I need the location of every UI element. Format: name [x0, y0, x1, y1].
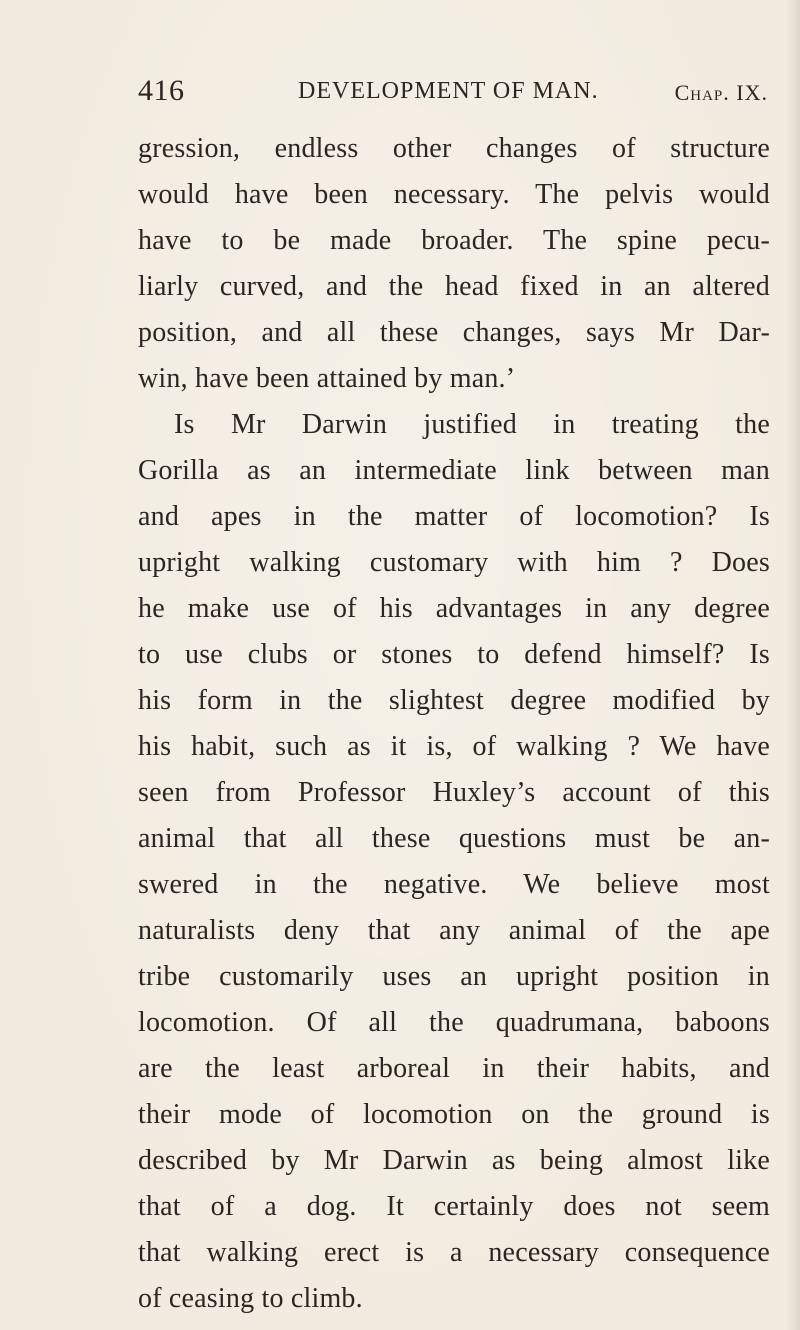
text-line: seen from Professor Huxley’s account of this: [138, 777, 770, 808]
text-line: position, and all these changes, says Mr Dar-: [138, 317, 770, 348]
text-line: upright walking customary with him ? Does: [138, 547, 770, 578]
text-line: Gorilla as an intermediate link between man: [138, 455, 770, 486]
text-line: described by Mr Darwin as being almost like: [138, 1145, 770, 1176]
paragraph-start-line: Is Mr Darwin justified in treating the: [174, 409, 770, 440]
text-line: their mode of locomotion on the ground is: [138, 1099, 770, 1130]
text-line: animal that all these questions must be an-: [138, 823, 770, 854]
text-line: swered in the negative. We believe most: [138, 869, 770, 900]
text-line: tribe customarily uses an upright position in: [138, 961, 770, 992]
text-line: have to be made broader. The spine pecu-: [138, 225, 770, 256]
text-line: his habit, such as it is, of walking ? We have: [138, 731, 770, 762]
text-line: he make use of his advantages in any degree: [138, 593, 770, 624]
text-line: would have been necessary. The pelvis would: [138, 179, 770, 210]
text-line: locomotion. Of all the quadrumana, baboons: [138, 1007, 770, 1038]
text-line: that of a dog. It certainly does not seem: [138, 1191, 770, 1222]
text-line: to use clubs or stones to defend himself? Is: [138, 639, 770, 670]
body-text: [138, 126, 770, 1322]
text-line: liarly curved, and the head fixed in an altered: [138, 271, 770, 302]
page-number: 416: [138, 74, 185, 107]
text-line: are the least arboreal in their habits, and: [138, 1053, 770, 1084]
text-line: win, have been attained by man.’: [138, 363, 516, 394]
text-line: that walking erect is a necessary consequence: [138, 1237, 770, 1268]
page-edge-shadow: [786, 0, 800, 1330]
text-line: his form in the slightest degree modified by: [138, 685, 770, 716]
running-title: DEVELOPMENT OF MAN.: [298, 78, 599, 104]
text-line: and apes in the matter of locomotion? Is: [138, 501, 770, 532]
chapter-label: Chap. IX.: [674, 80, 768, 105]
text-line: naturalists deny that any animal of the ape: [138, 915, 770, 946]
text-line: gression, endless other changes of structure: [138, 133, 770, 164]
running-head: [138, 70, 768, 110]
text-line: of ceasing to climb.: [138, 1283, 363, 1314]
